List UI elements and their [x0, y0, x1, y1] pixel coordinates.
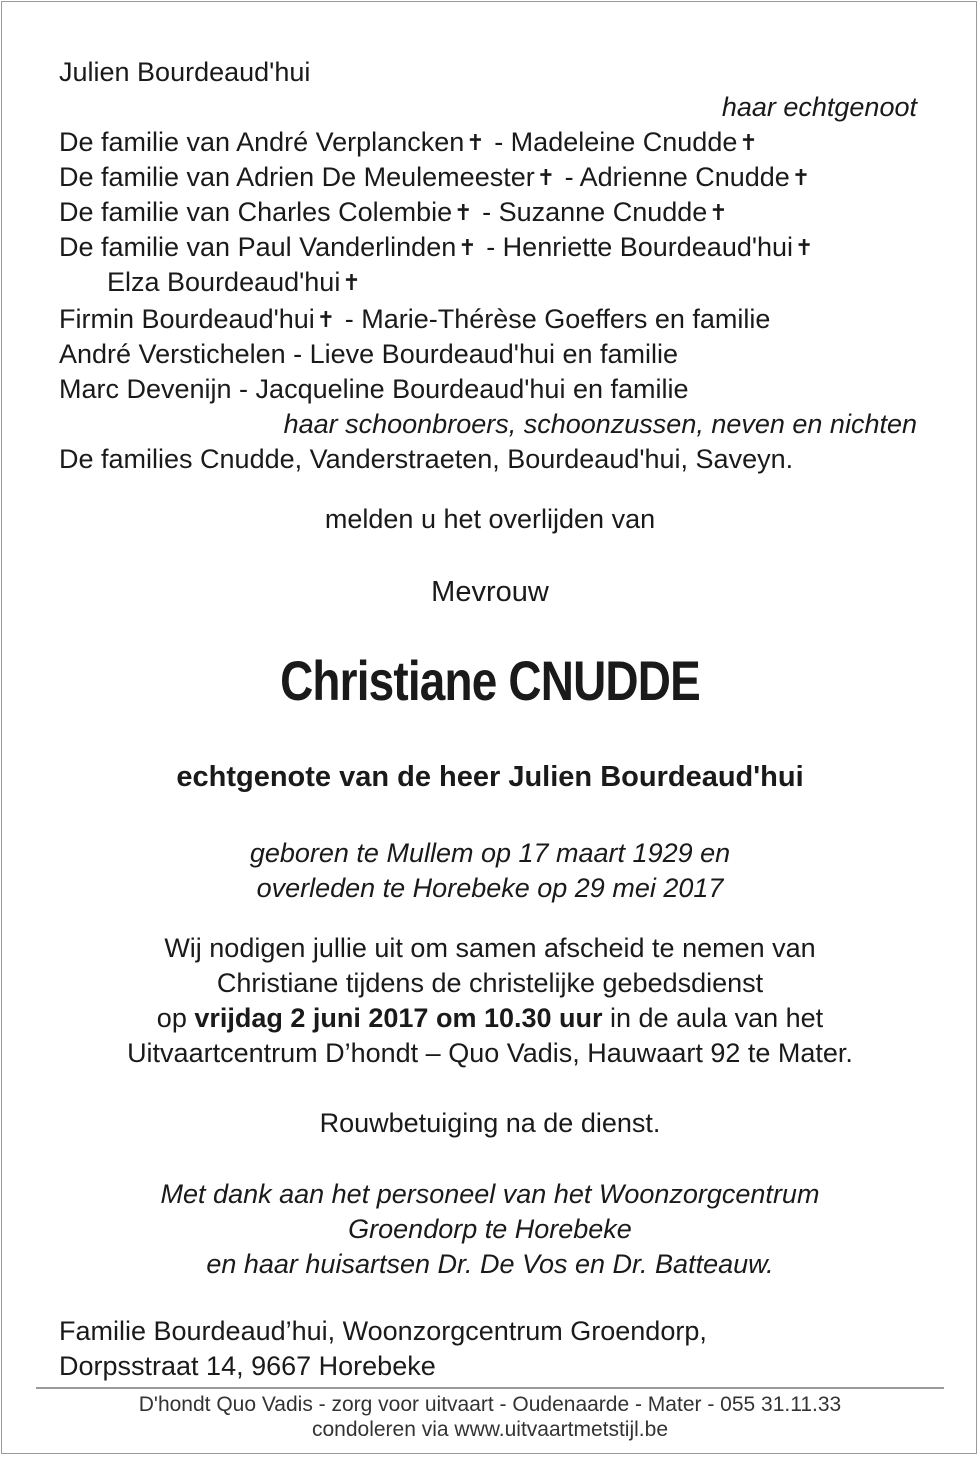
husband-role: haar echtgenoot	[721, 92, 917, 122]
family-line-1: De familie van André Verplancken✝ - Madeleine Cnudde✝	[59, 127, 758, 157]
cross-icon: ✝	[739, 130, 758, 155]
cross-icon: ✝	[342, 270, 361, 295]
announce-text: melden u het overlijden van	[324, 504, 656, 534]
family-line-3: De familie van Charles Colembie✝ - Suzanne Cnudde✝	[59, 197, 728, 227]
family-line-2: De familie van Adrien De Meulemeester✝ - Adrienne Cnudde✝	[59, 162, 811, 192]
marc-line: Marc Devenijn - Jacqueline Bourdeaud'hui en familie	[59, 374, 689, 404]
cross-icon: ✝	[709, 200, 728, 225]
invite-line-1: Wij nodigen jullie uit om samen afscheid te nemen van	[164, 933, 816, 963]
families-line: De families Cnudde, Vanderstraeten, Bourdeaud'hui, Saveyn.	[59, 444, 794, 474]
family-line-5: Elza Bourdeaud'hui✝	[107, 267, 361, 297]
footer-line-1: D'hondt Quo Vadis - zorg voor uitvaart - Oudenaarde - Mater - 055 31.11.33	[138, 1393, 842, 1416]
cross-icon: ✝	[454, 200, 473, 225]
cross-icon: ✝	[791, 165, 811, 190]
died-line: overleden te Horebeke op 29 mei 2017	[256, 873, 724, 903]
andre-line: André Verstichelen - Lieve Bourdeaud'hui en familie	[59, 339, 679, 369]
invite-line-3: op vrijdag 2 juni 2017 om 10.30 uur in de aula van het	[156, 1003, 824, 1033]
condolence-text: Rouwbetuiging na de dienst.	[319, 1108, 661, 1138]
thanks-line-1: Met dank aan het personeel van het Woonzorgcentrum	[160, 1179, 820, 1209]
deceased-name: Christiane CNUDDE	[280, 649, 700, 712]
invite-line-2: Christiane tijdens de christelijke gebedsdienst	[216, 968, 764, 998]
spouse-line: echtgenote van de heer Julien Bourdeaud'hui	[176, 761, 804, 793]
born-line: geboren te Mullem op 17 maart 1929 en	[249, 838, 731, 868]
thanks-line-2: Groendorp te Horebeke	[348, 1214, 632, 1244]
relatives-role: haar schoonbroers, schoonzussen, neven en nichten	[283, 409, 917, 439]
cross-icon: ✝	[316, 307, 336, 332]
footer-line-2: condoleren via www.uitvaartmetstijl.be	[312, 1418, 668, 1441]
footer-divider	[36, 1387, 944, 1389]
service-datetime: vrijdag 2 juni 2017 om 10.30 uur	[194, 1003, 603, 1033]
invite-line-4: Uitvaartcentrum D’hondt – Quo Vadis, Hauwaart 92 te Mater.	[127, 1038, 853, 1068]
thanks-line-3: en haar huisartsen Dr. De Vos en Dr. Batteauw.	[206, 1249, 774, 1279]
cross-icon: ✝	[466, 130, 485, 155]
cross-icon: ✝	[458, 235, 477, 260]
cross-icon: ✝	[795, 235, 814, 260]
family-line-4: De familie van Paul Vanderlinden✝ - Henriette Bourdeaud'hui✝	[59, 232, 814, 262]
address-line-2: Dorpsstraat 14, 9667 Horebeke	[59, 1351, 436, 1381]
address-line-1: Familie Bourdeaud’hui, Woonzorgcentrum Groendorp,	[59, 1316, 707, 1346]
cross-icon: ✝	[536, 165, 556, 190]
salutation: Mevrouw	[431, 576, 549, 608]
firmin-line: Firmin Bourdeaud'hui✝ - Marie-Thérèse Goeffers en familie	[59, 304, 771, 334]
husband-name: Julien Bourdeaud'hui	[59, 57, 311, 87]
